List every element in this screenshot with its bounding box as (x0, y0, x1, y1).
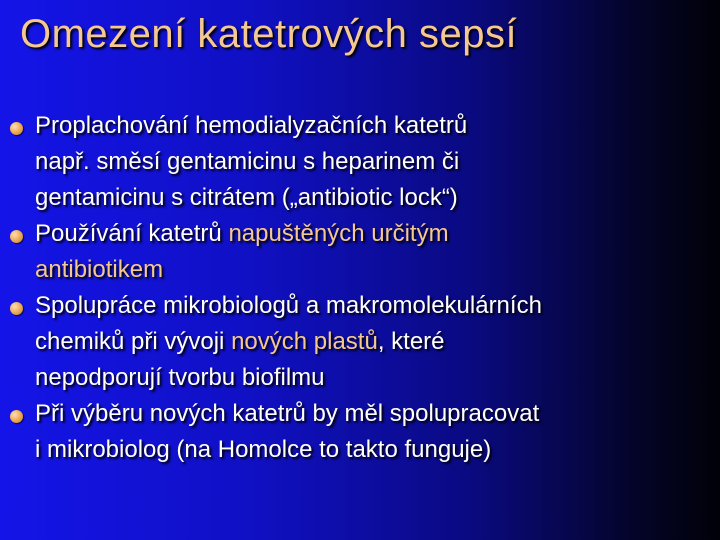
bullet-line: např. směsí gentamicinu s heparinem či (35, 148, 460, 175)
bullet-text: , které (377, 328, 445, 355)
bullet-line: Při výběru nových katetrů by měl spolupracovat (35, 400, 540, 427)
highlight-text: nových plastů (231, 328, 378, 355)
bullet-text: Používání katetrů (35, 220, 229, 247)
sphere-bullet-icon (10, 122, 23, 135)
bullet-line: gentamicinu s citrátem („antibiotic lock“) (35, 184, 458, 211)
bullet-line: Spolupráce mikrobiologů a makromolekulárních (35, 292, 542, 319)
sphere-bullet-icon (10, 230, 23, 243)
highlight-text: napuštěných určitým (228, 220, 449, 247)
sphere-bullet-icon (10, 410, 23, 423)
bullet-line: i mikrobiolog (na Homolce to takto funguje) (35, 436, 492, 463)
bullet-line: nepodporují tvorbu biofilmu (35, 364, 325, 391)
bullet-item (8, 108, 714, 216)
bullet-line (35, 216, 714, 252)
bullet-item (8, 396, 714, 468)
slide-title: Omezení katetrových sepsí (20, 12, 518, 56)
bullet-line: Proplachování hemodialyzačních katetrů (35, 112, 468, 139)
bullet-list (8, 108, 714, 468)
highlight-text: antibiotikem (35, 256, 164, 283)
bullet-item (8, 288, 714, 396)
bullet-text: chemiků při vývoji (35, 328, 232, 355)
bullet-line (35, 324, 714, 360)
bullet-item (8, 216, 714, 288)
sphere-bullet-icon (10, 302, 23, 315)
